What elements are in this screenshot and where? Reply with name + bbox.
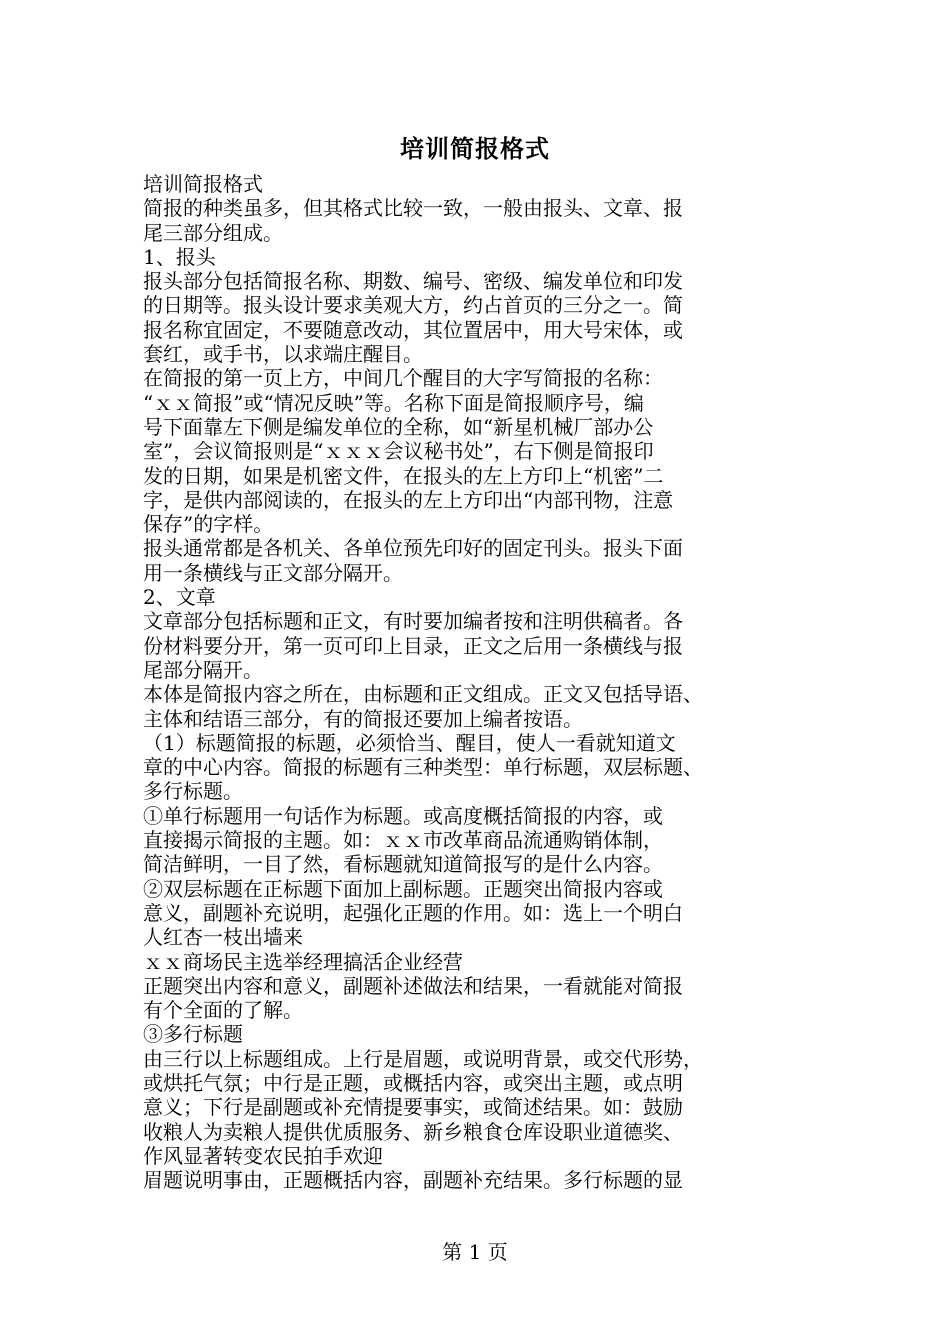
body-line: ｘｘ商场民主选举经理搞活企业经营: [143, 949, 463, 974]
body-line: 1、报头: [143, 244, 216, 269]
body-line: 简洁鲜明，一目了然，看标题就知道简报写的是什么内容。: [143, 852, 663, 877]
body-line: 作风显著转变农民拍手欢迎: [143, 1143, 383, 1168]
body-line: （1）标题简报的标题，必须恰当、醒目，使人一看就知道文: [143, 730, 676, 755]
body-line: 保存”的字样。: [143, 512, 274, 537]
body-line: 号下面靠左下侧是编发单位的全称，如“新星机械厂部办公: [143, 414, 654, 439]
body-line: 报名称宜固定，不要随意改动，其位置居中，用大号宋体，或: [143, 317, 683, 342]
body-line: 本体是简报内容之所在，由标题和正文组成。正文又包括导语、: [143, 682, 703, 707]
body-line: 的日期等。报头设计要求美观大方，约占首页的三分之一。简: [143, 293, 683, 318]
body-line: 在简报的第一页上方，中间几个醒目的大字写简报的名称：: [143, 366, 663, 391]
body-line: 字，是供内部阅读的，在报头的左上方印出“内部刊物，注意: [143, 487, 674, 512]
body-line: 套红，或手书，以求端庄醒目。: [143, 342, 423, 367]
body-line: 收粮人为卖粮人提供优质服务、新乡粮食仓库设职业道德奖、: [143, 1119, 683, 1144]
body-line: 发的日期，如果是机密文件，在报头的左上方印上“机密”二: [143, 463, 664, 488]
body-line: 文章部分包括标题和正文，有时要加编者按和注明供稿者。各: [143, 609, 683, 634]
body-line: 培训简报格式: [143, 172, 263, 196]
body-line: 报头通常都是各机关、各单位预先印好的固定刊头。报头下面: [143, 536, 683, 561]
body-line: 室”，会议简报则是“ｘｘｘ会议秘书处”，右下侧是简报印: [143, 439, 654, 464]
body-line: 简报的种类虽多，但其格式比较一致，一般由报头、文章、报: [143, 196, 683, 221]
page-number-footer: 第 1 页: [442, 1240, 508, 1264]
body-line: 主体和结语三部分，有的简报还要加上编者按语。: [143, 706, 583, 731]
body-line: 人红杏一枝出墙来: [143, 925, 303, 950]
body-line: ②双层标题在正标题下面加上副标题。正题突出简报内容或: [143, 876, 663, 901]
body-line: 2、文章: [143, 585, 216, 610]
body-line: 或烘托气氛；中行是正题，或概括内容，或突出主题，或点明: [143, 1070, 683, 1095]
page-title: 培训简报格式: [400, 134, 550, 163]
body-line: ①单行标题用一句话作为标题。或高度概括简报的内容，或: [143, 803, 663, 828]
body-line: 报头部分包括简报名称、期数、编号、密级、编发单位和印发: [143, 269, 683, 294]
body-line: 意义；下行是副题或补充情提要事实，或简述结果。如：鼓励: [143, 1095, 683, 1120]
body-line: 有个全面的了解。: [143, 998, 303, 1023]
document-body: [143, 172, 823, 1192]
body-line: 意义，副题补充说明，起强化正题的作用。如：选上一个明白: [143, 900, 683, 925]
body-line: 眉题说明事由，正题概括内容，副题补充结果。多行标题的显: [143, 1168, 683, 1193]
body-line: 正题突出内容和意义，副题补述做法和结果，一看就能对简报: [143, 973, 683, 998]
body-line: 份材料要分开，第一页可印上目录，正文之后用一条横线与报: [143, 633, 683, 658]
body-line: 由三行以上标题组成。上行是眉题，或说明背景，或交代形势，: [143, 1046, 703, 1071]
body-line: 多行标题。: [143, 779, 243, 804]
body-line: 直接揭示简报的主题。如：ｘｘ市改革商品流通购销体制，: [143, 828, 663, 853]
body-line: 尾三部分组成。: [143, 220, 283, 245]
body-line: 用一条横线与正文部分隔开。: [143, 560, 403, 585]
body-line: ③多行标题: [143, 1022, 243, 1047]
body-line: 章的中心内容。简报的标题有三种类型：单行标题，双层标题、: [143, 755, 703, 780]
body-line: “ｘｘ简报”或“情况反映”等。名称下面是简报顺序号，编: [143, 390, 644, 415]
body-line: 尾部分隔开。: [143, 657, 263, 682]
